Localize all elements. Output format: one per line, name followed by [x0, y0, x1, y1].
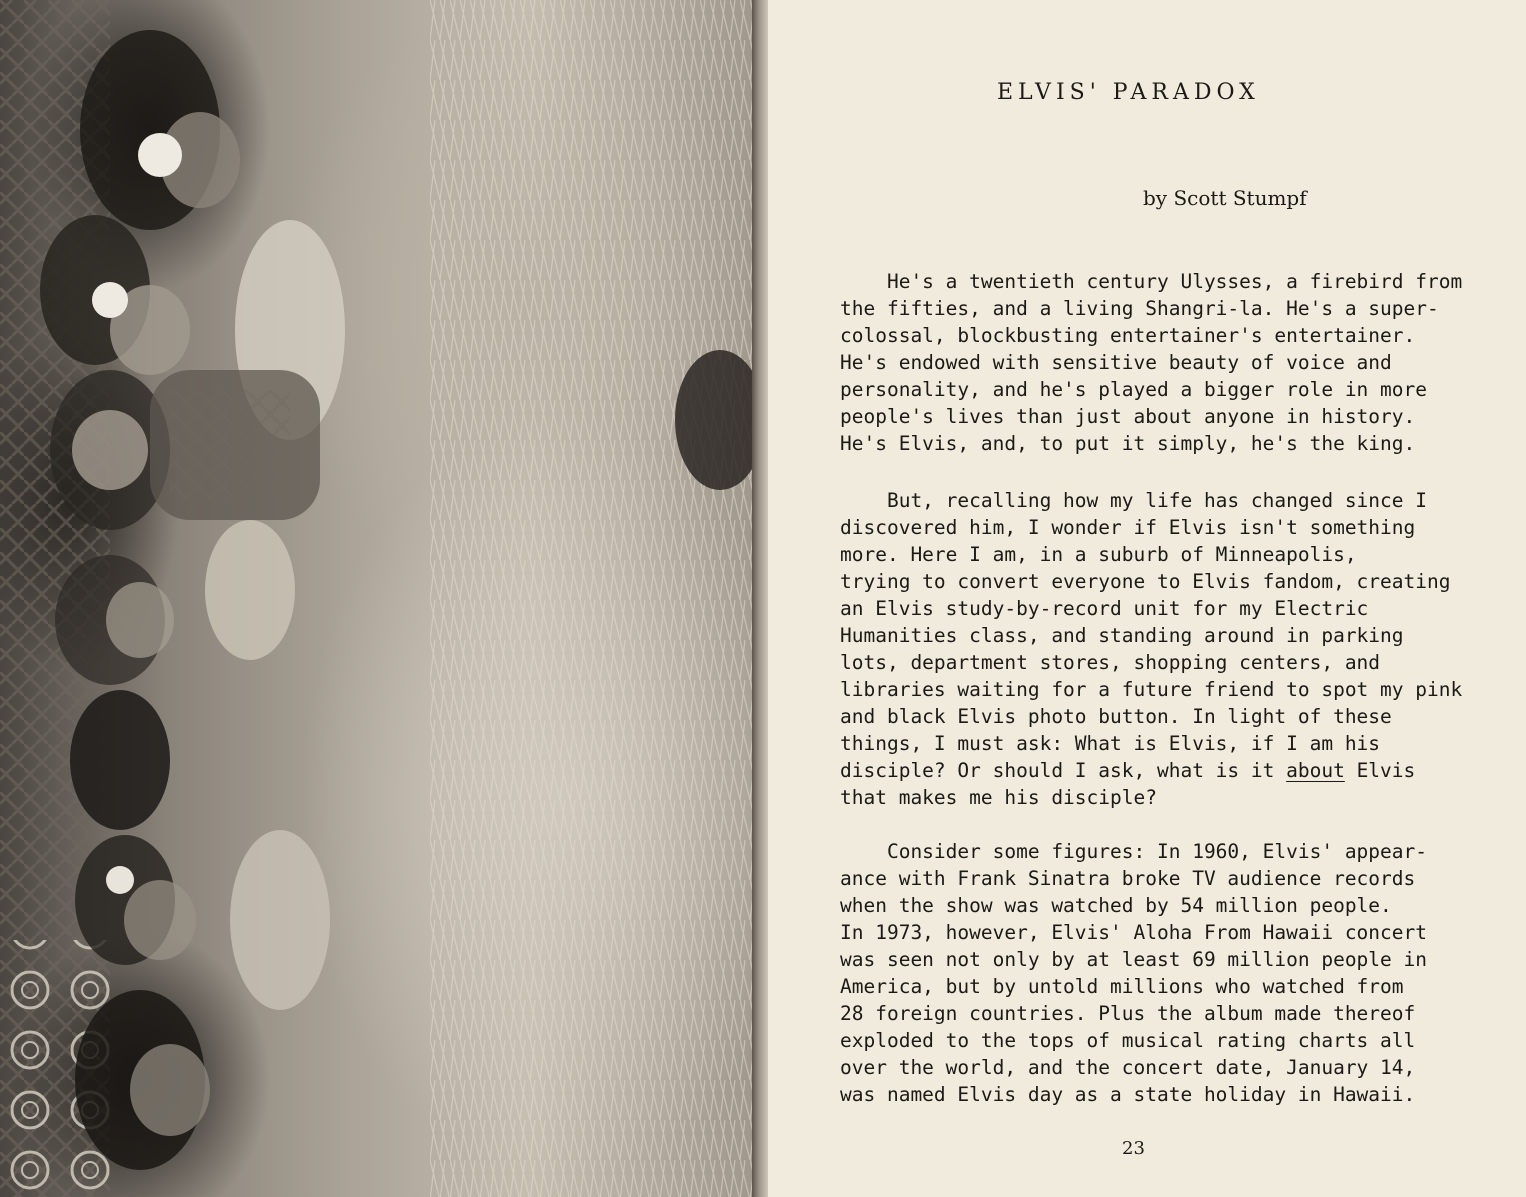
paragraph-line: was seen not only by at least 69 million people in: [840, 948, 1427, 971]
page-number: 23: [1122, 1138, 1145, 1159]
paragraph-line: things, I must ask: What is Elvis, if I am his: [840, 732, 1381, 755]
photo-hula-dancers-icon: [0, 0, 760, 1197]
paragraph-line: personality, and he's played a bigger role in more: [840, 378, 1427, 401]
paragraph-line: that makes me his disciple?: [840, 786, 1157, 809]
paragraph-line: libraries waiting for a future friend to spot my pink: [840, 678, 1463, 701]
paragraph-line: Consider some figures: In 1960, Elvis' appear-: [840, 840, 1427, 863]
line-before-underline: disciple? Or should I ask, what is it: [840, 759, 1287, 782]
paragraph-line: lots, department stores, shopping centers, and: [840, 651, 1381, 674]
paragraph-line: Humanities class, and standing around in parking: [840, 624, 1404, 647]
paragraph-1: [840, 268, 1490, 457]
paragraph-line: But, recalling how my life has changed since I: [840, 489, 1427, 512]
paragraph-2: [840, 487, 1490, 811]
paragraph-line: when the show was watched by 54 million people.: [840, 894, 1392, 917]
paragraph-line: the fifties, and a living Shangri-la. He's a super-: [840, 297, 1439, 320]
paragraph-line: exploded to the tops of musical rating charts all: [840, 1029, 1416, 1052]
paragraph-line: more. Here I am, in a suburb of Minneapolis,: [840, 543, 1357, 566]
paragraph-line: and black Elvis photo button. In light of these: [840, 705, 1392, 728]
article-title: ELVIS' PARADOX: [997, 80, 1260, 105]
paragraph-line: He's a twentieth century Ulysses, a firebird from: [840, 270, 1463, 293]
paragraph-line: was named Elvis day as a state holiday in Hawaii.: [840, 1083, 1416, 1106]
paragraph-line: ance with Frank Sinatra broke TV audience records: [840, 867, 1416, 890]
paragraph-line: discovered him, I wonder if Elvis isn't something: [840, 516, 1416, 539]
hula-photograph: [0, 0, 760, 1197]
paragraph-line: America, but by untold millions who watched from: [840, 975, 1404, 998]
paragraph-line: In 1973, however, Elvis' Aloha From Hawaii concert: [840, 921, 1427, 944]
paragraph-line: an Elvis study-by-record unit for my Electric: [840, 597, 1369, 620]
paragraph-line: He's Elvis, and, to put it simply, he's the king.: [840, 432, 1416, 455]
underlined-word: about: [1286, 759, 1345, 782]
paragraph-line: He's endowed with sensitive beauty of voice and: [840, 351, 1392, 374]
paragraph-line: trying to convert everyone to Elvis fandom, creating: [840, 570, 1451, 593]
paragraph-line-underlined: [840, 757, 1490, 784]
paragraph-3: [840, 838, 1490, 1108]
paragraph-line: over the world, and the concert date, January 14,: [840, 1056, 1416, 1079]
article-byline: by Scott Stumpf: [1143, 186, 1307, 210]
paragraph-line: 28 foreign countries. Plus the album made thereof: [840, 1002, 1416, 1025]
paragraph-line: people's lives than just about anyone in history.: [840, 405, 1416, 428]
line-after-underline: Elvis: [1344, 759, 1416, 782]
paragraph-line: colossal, blockbusting entertainer's entertainer.: [840, 324, 1416, 347]
